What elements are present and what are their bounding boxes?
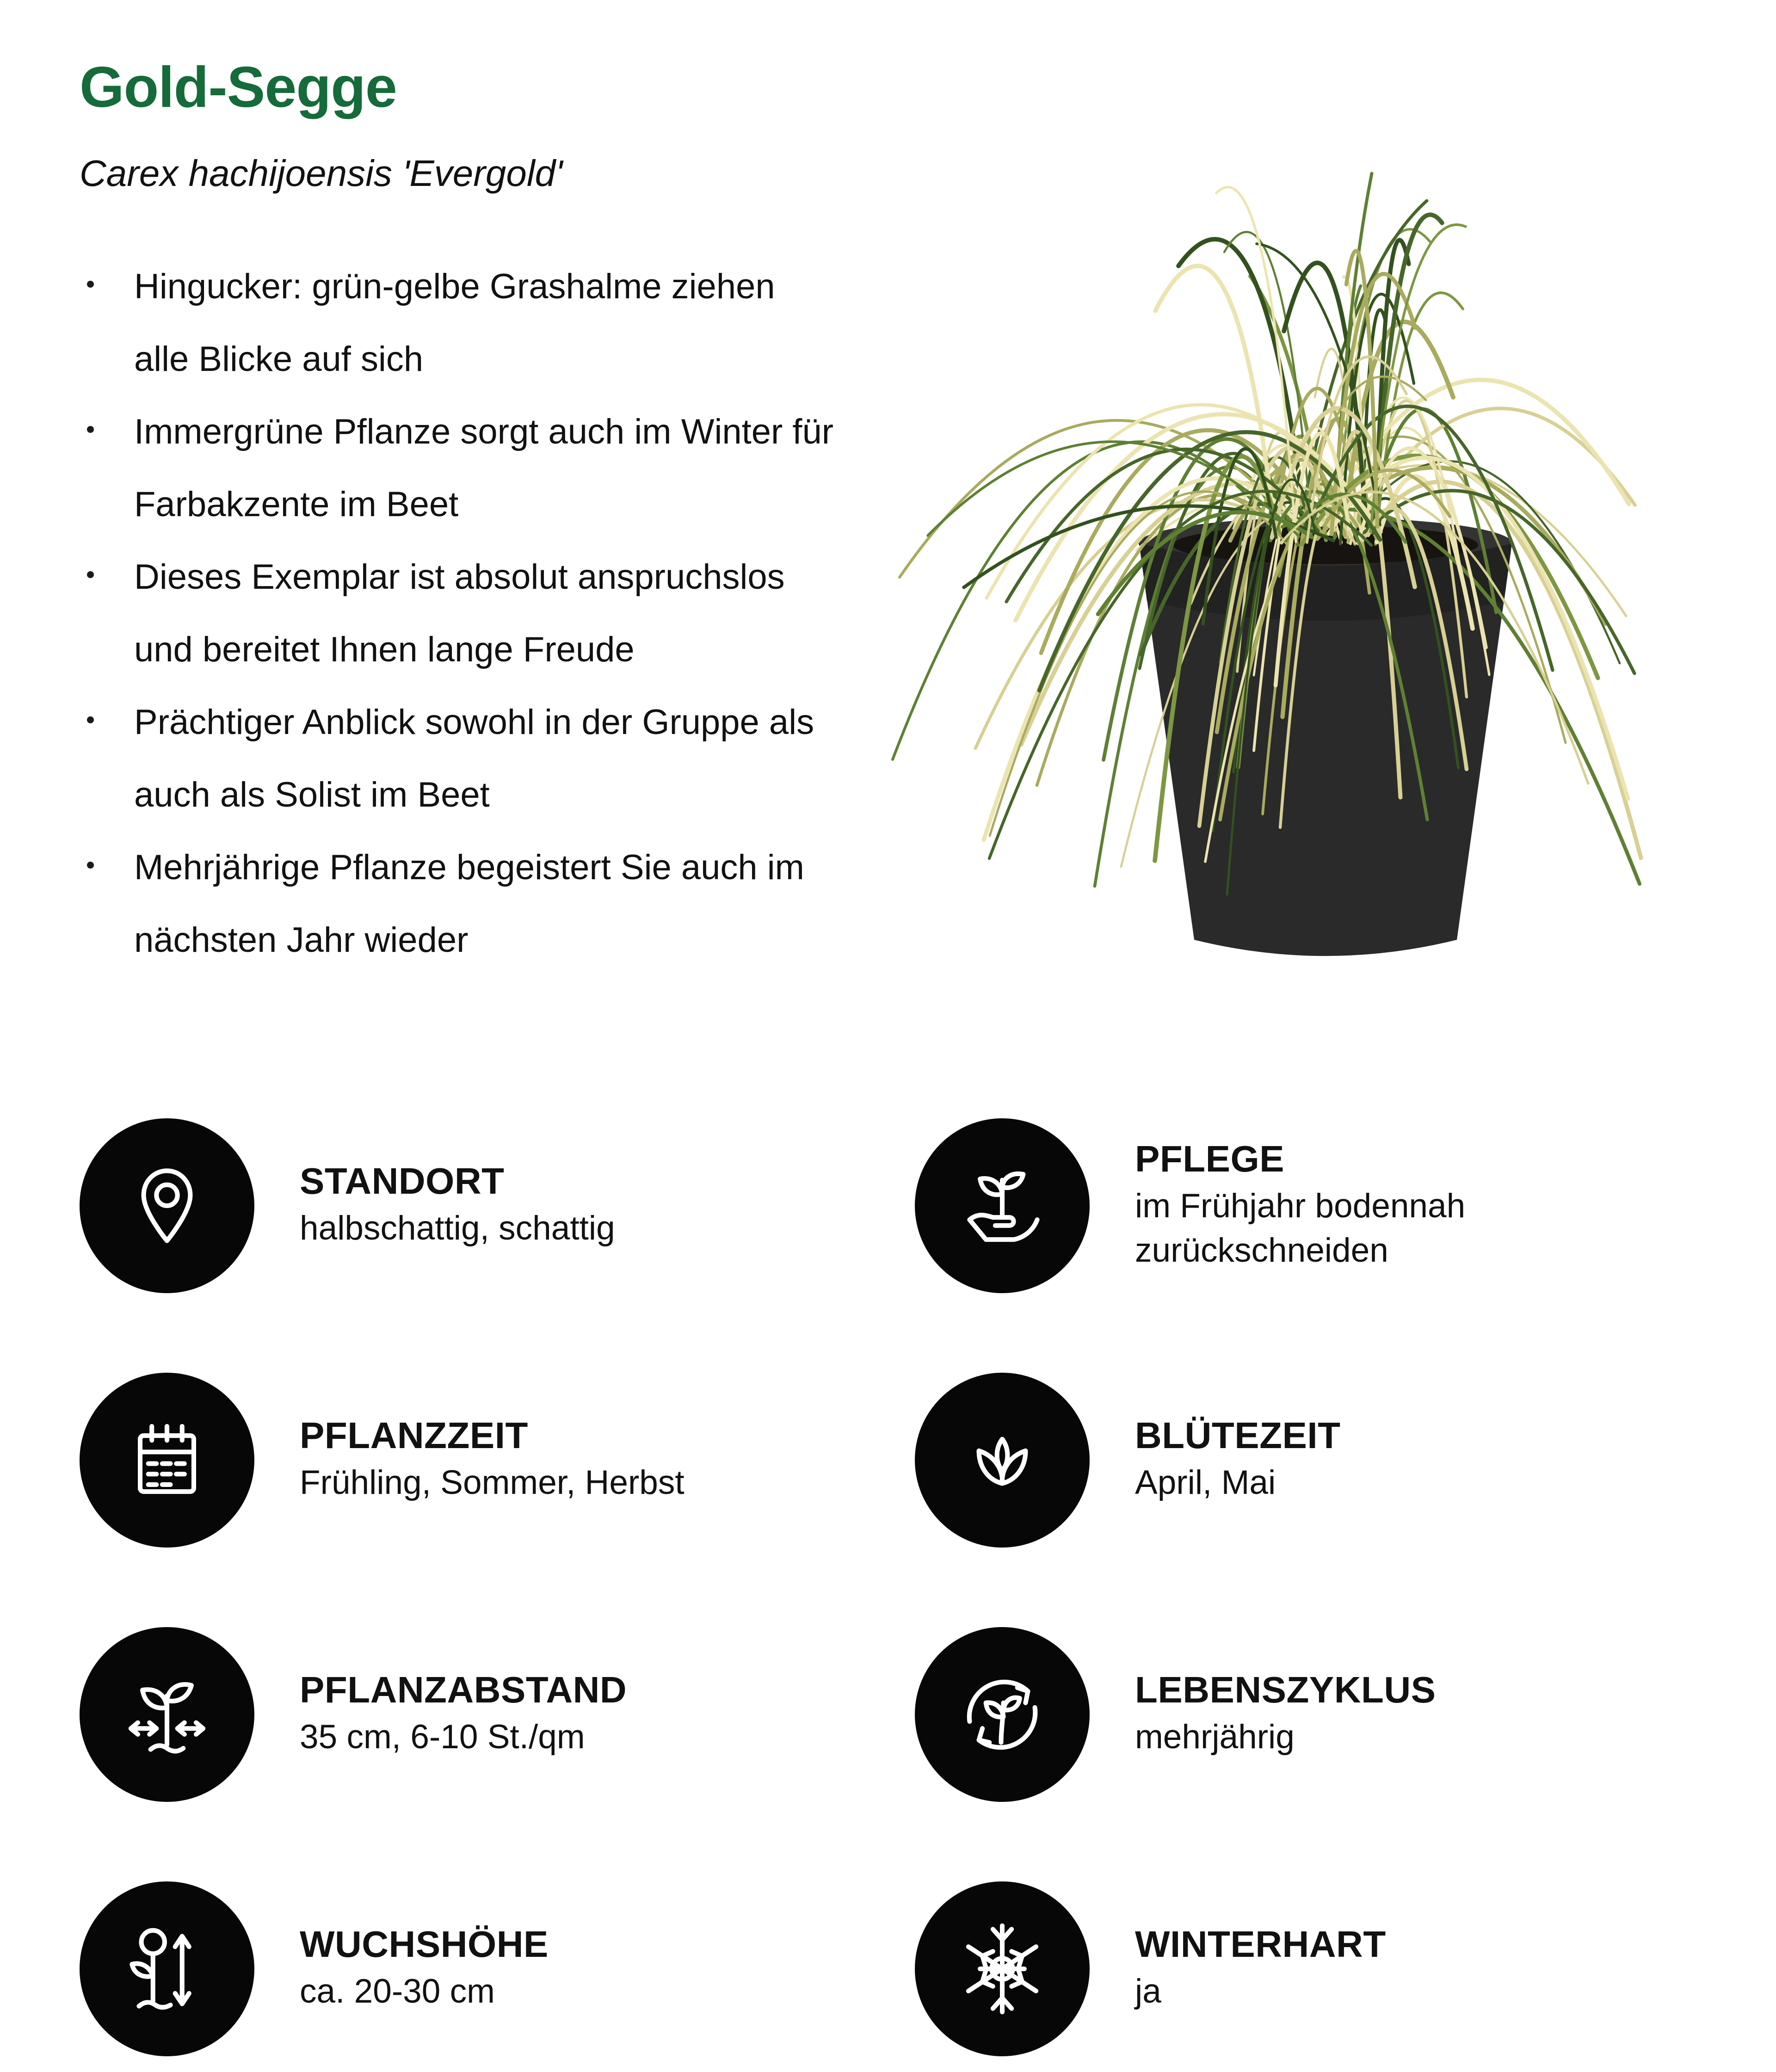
tile-value: April, Mai (1135, 1464, 1276, 1501)
tile-pflanzzeit (80, 1373, 915, 1548)
tile-icon-circle (915, 1373, 1090, 1548)
tile-label: PFLANZABSTAND (300, 1669, 627, 1710)
tile-value: mehrjährig (1135, 1718, 1295, 1756)
tile-icon-circle (915, 1627, 1090, 1802)
tile-wuchshoehe (80, 1881, 915, 2056)
tile-label: BLÜTEZEIT (1135, 1415, 1341, 1456)
tile-winterhart (915, 1881, 1750, 2056)
tile-value: ca. 20-30 cm (300, 1973, 495, 2010)
tile-pflege (915, 1118, 1750, 1293)
tile-icon-circle (915, 1118, 1090, 1293)
flower-icon (944, 1402, 1061, 1518)
list-item: Prächtiger Anblick sowohl in der Gruppe als auch als Solist im Beet (80, 686, 838, 831)
info-tiles (80, 1118, 1754, 2056)
calendar-icon (109, 1402, 225, 1518)
tile-pflanzabstand (80, 1627, 915, 1802)
plant-photo (879, 79, 1776, 1008)
growth-height-icon (109, 1911, 225, 2027)
snowflake-icon (944, 1911, 1061, 2027)
page-title: Gold-Segge (80, 56, 397, 119)
tile-icon-circle (80, 1118, 254, 1293)
tile-value: halbschattig, schattig (300, 1209, 615, 1247)
tile-label: WINTERHART (1135, 1924, 1386, 1965)
tile-label: STANDORT (300, 1160, 505, 1202)
botanical-name: Carex hachijoensis 'Evergold' (80, 152, 563, 194)
tile-standort (80, 1118, 915, 1293)
tile-label: WUCHSHÖHE (300, 1924, 549, 1965)
tile-label: PFLANZZEIT (300, 1415, 528, 1456)
tile-bluetezeit (915, 1373, 1750, 1548)
tile-label: PFLEGE (1135, 1138, 1285, 1179)
tile-value: im Frühjahr bodennah zurückschneiden (1135, 1187, 1466, 1269)
tile-value: Frühling, Sommer, Herbst (300, 1464, 684, 1501)
list-item: Dieses Exemplar ist absolut anspruchslos und bereitet Ihnen lange Freude (80, 541, 838, 686)
feature-list (80, 250, 838, 976)
life-cycle-icon (944, 1656, 1061, 1773)
hand-plant-icon (944, 1147, 1061, 1264)
tile-icon-circle (80, 1373, 254, 1548)
list-item: Immergrüne Pflanze sorgt auch im Winter für Farbakzente im Beet (80, 395, 838, 541)
location-pin-icon (109, 1147, 225, 1264)
tile-value: 35 cm, 6-10 St./qm (300, 1718, 585, 1756)
header (80, 55, 866, 976)
tile-icon-circle (915, 1881, 1090, 2056)
list-item: Hingucker: grün-gelbe Grashalme ziehen alle Blicke auf sich (80, 250, 838, 395)
list-item: Mehrjährige Pflanze begeistert Sie auch im nächsten Jahr wieder (80, 831, 838, 976)
tile-value: ja (1135, 1973, 1161, 2010)
plant-spacing-icon (109, 1656, 225, 1773)
tile-icon-circle (80, 1881, 254, 2056)
potted-grass-illustration (879, 79, 1776, 1008)
tile-lebenszyklus (915, 1627, 1750, 1802)
tile-icon-circle (80, 1627, 254, 1802)
tile-label: LEBENSZYKLUS (1135, 1669, 1436, 1710)
